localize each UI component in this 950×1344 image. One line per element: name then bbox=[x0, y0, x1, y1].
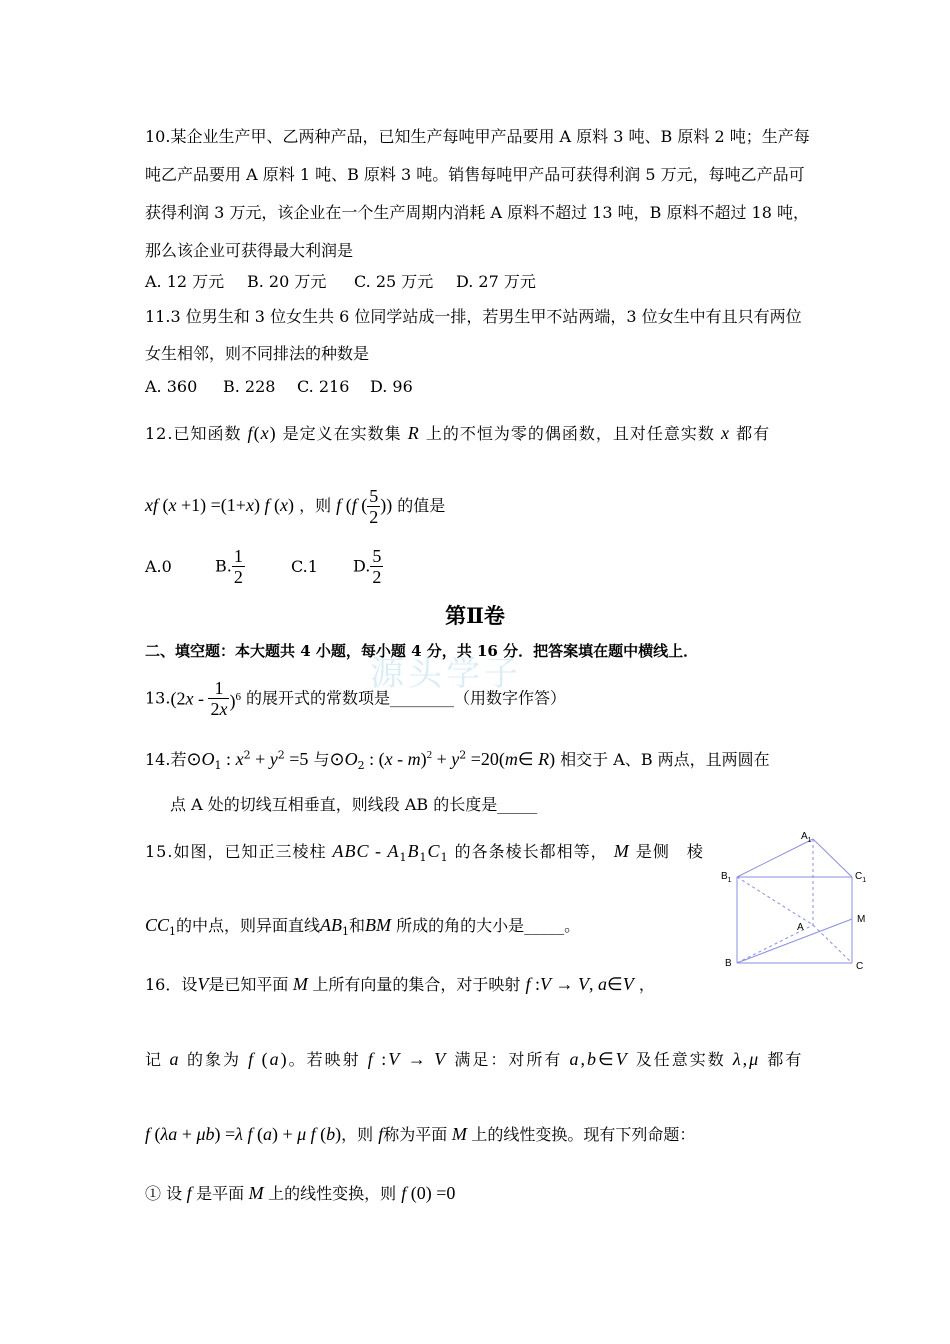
segment-b-m bbox=[737, 919, 852, 963]
q12-line-1: 12.已知函数 f(x) 是定义在实数集 R 上的不恒为零的偶函数，且对任意实数 x 都有 bbox=[145, 423, 771, 443]
q10-options bbox=[145, 272, 536, 292]
q11-line-2: 女生相邻，则不同排法的种数是 bbox=[145, 344, 370, 363]
q13-line: 13.(2x - $\frac{1}{2x}$ )$^6$ 的展开式的常数项是________（用数字作答） bbox=[145, 678, 567, 719]
q16-line-2: 记 a 的象为 f (a)。若映射 f :V → V 满足：对所有 a,b∈V 及任意实数 λ,μ 都有 bbox=[145, 1049, 804, 1069]
label-a: A bbox=[797, 922, 804, 933]
math-f-of-x: f bbox=[247, 423, 254, 443]
q12-option-a: A.0 bbox=[145, 556, 172, 576]
q16-line-3: f (λa + μb) =λ f (a) + μ f (b)，则 f称为平面 M 上的线性变换。现有下列命题： bbox=[145, 1124, 696, 1144]
q10-option-a: A. 12 万元 bbox=[145, 272, 225, 291]
q12-option-d: D. $\frac{5}{2}$ bbox=[353, 546, 382, 587]
q12-options bbox=[145, 546, 383, 587]
q11-option-a: A. 360 bbox=[145, 377, 198, 396]
q11-option-c: C. 216 bbox=[297, 377, 350, 396]
q12-text: 12.已知函数 bbox=[145, 424, 242, 443]
watermark: 源头学子 bbox=[370, 654, 522, 694]
q16-line-1: 16．设V是已知平面 M 上所有向量的集合，对于映射 f :V → V, a∈V ， bbox=[145, 974, 655, 994]
section-heading: 二、填空题：本大题共 4 小题，每小题 4 分，共 16 分．把答案填在题中横线上． bbox=[145, 642, 699, 660]
q15-line-1: 15.如图，已知正三棱柱 ABC - $A_1B_1C_1$ 的各条棱长都相等， M 是侧 棱 bbox=[145, 841, 704, 865]
q11-option-b: B. 228 bbox=[223, 377, 276, 396]
fraction-one-over-2x: $\frac{1}{2x}$ bbox=[210, 678, 228, 719]
q12-line-2: xf (x +1) =(1+x) f (x) ，则 f (f ( $\frac{5}{2}$ )) 的值是 bbox=[145, 486, 446, 527]
q10-option-c: C. 25 万元 bbox=[354, 272, 434, 291]
q10-option-d: D. 27 万元 bbox=[456, 272, 536, 291]
q16-item-1: ① 设 f 是平面 M 上的线性变换，则 f (0) =0 bbox=[145, 1183, 456, 1203]
q15-line-2: $CC_1$的中点，则异面直线$AB_1$和BM 所成的角的大小是_____。 bbox=[145, 915, 581, 939]
q11-options bbox=[145, 377, 413, 397]
q14-line-1: 14.若$⊙O_1$ : $x^2 + y^2 =5$ 与$⊙O_2$ : $(x - m)^2 + y^2$ =20(m∈ R) 相交于 A、B 两点，且两圆在 bbox=[145, 748, 770, 773]
edge-a1-c1 bbox=[813, 839, 852, 877]
hidden-edge-a-c bbox=[813, 925, 852, 963]
edge-b1-a1 bbox=[737, 839, 813, 877]
q10-line-3: 获得利润 3 万元，该企业在一个生产周期内消耗 A 原料不超过 13 吨，B 原料不超过 18 吨， bbox=[145, 203, 809, 222]
fraction-five-halves: $\frac{5}{2}$ bbox=[369, 486, 379, 527]
q10-line-1: 10.某企业生产甲、乙两种产品，已知生产每吨甲产品要用 A 原料 3 吨、B 原料 2 吨；生产每 bbox=[145, 127, 810, 146]
q11-line-1: 11.3 位男生和 3 位女生共 6 位同学站成一排，若男生甲不站两端，3 位女生中有且只有两位 bbox=[145, 307, 802, 326]
label-c: C bbox=[856, 961, 864, 972]
q10-line-2: 吨乙产品要用 A 原料 1 吨、B 原料 3 吨。销售每吨甲产品可获得利润 5 万元，每吨乙产品可 bbox=[145, 165, 805, 184]
q10-option-b: B. 20 万元 bbox=[247, 272, 327, 291]
label-c1: $C_1$ bbox=[855, 871, 867, 884]
q12-option-c: C.1 bbox=[291, 556, 318, 576]
q10-line-4: 那么该企业可获得最大利润是 bbox=[145, 241, 354, 260]
q11-option-d: D. 96 bbox=[370, 377, 413, 396]
label-a1: $A_1$ bbox=[801, 831, 812, 844]
label-m: M bbox=[857, 914, 866, 925]
q12-option-b: B. $\frac{1}{2}$ bbox=[215, 546, 243, 587]
math-R: R bbox=[407, 423, 420, 443]
q14-line-2: 点 A 处的切线互相垂直，则线段 AB 的长度是_____ bbox=[170, 795, 538, 814]
part-two-title: 第Ⅱ卷 bbox=[445, 603, 505, 628]
prism-figure bbox=[715, 825, 885, 975]
hidden-segment-b1-a bbox=[737, 877, 813, 925]
label-b: B bbox=[725, 958, 732, 969]
label-b1: $B_1$ bbox=[721, 871, 732, 884]
